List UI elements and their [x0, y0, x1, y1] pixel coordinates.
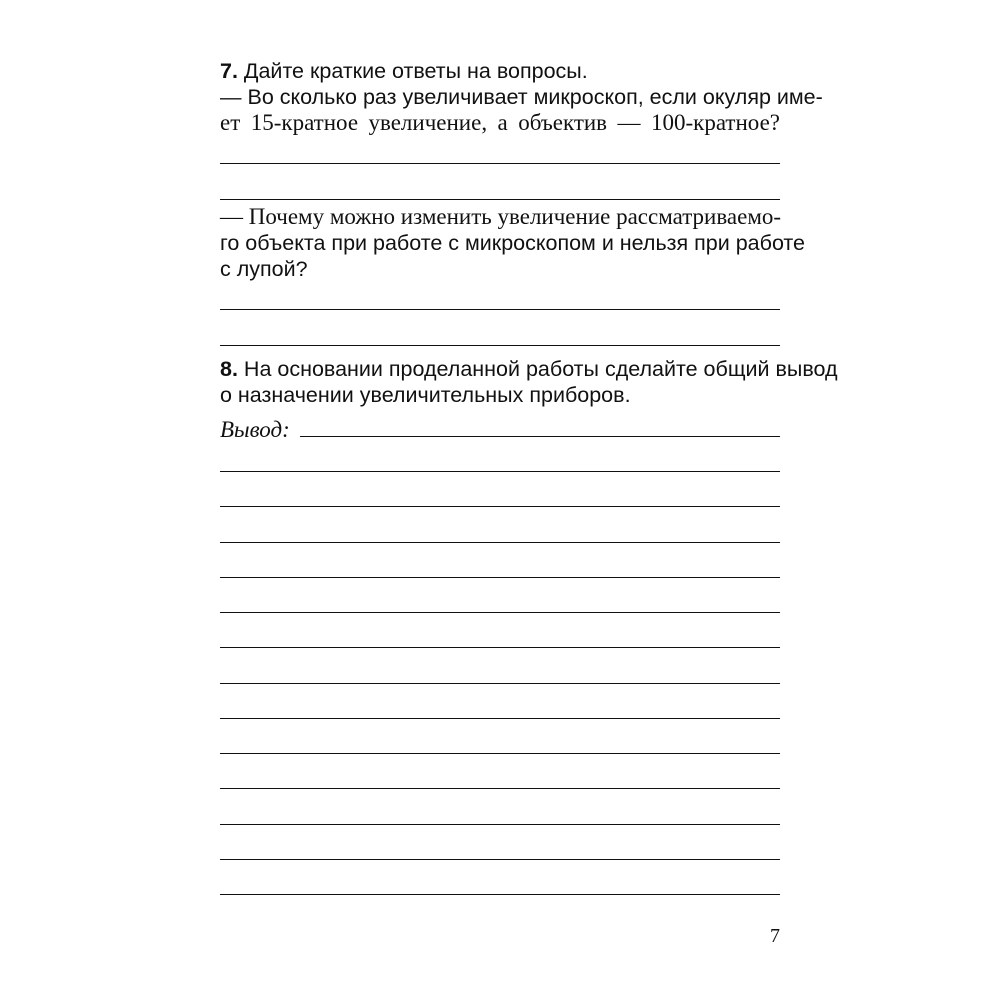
task7-heading-text: Дайте краткие ответы на вопросы.	[237, 59, 588, 83]
task7-question1-line1: — Во сколько раз увеличивает микроскоп, если окуляр име-	[220, 85, 823, 109]
answer-line[interactable]	[220, 788, 780, 789]
workbook-page	[220, 0, 838, 1000]
conclusion-label: Вывод:	[220, 417, 290, 442]
task7-question2-line3: с лупой?	[220, 257, 308, 281]
answer-line[interactable]	[220, 577, 780, 578]
task7-question2-line2: го объекта при работе с микроскопом и нельзя при работе	[220, 231, 805, 255]
answer-line[interactable]	[220, 309, 780, 310]
task8-heading-line2: о назначении увеличительных приборов.	[220, 383, 631, 407]
answer-line[interactable]	[220, 683, 780, 684]
answer-line[interactable]	[220, 163, 780, 164]
answer-line[interactable]	[220, 894, 780, 895]
answer-line[interactable]	[220, 718, 780, 719]
task8-heading-line1	[220, 356, 838, 382]
task7-question2-line1: — Почему можно изменить увеличение рассматриваемо-	[220, 204, 782, 229]
answer-line[interactable]	[220, 612, 780, 613]
answer-line[interactable]	[220, 542, 780, 543]
conclusion-answer-line[interactable]	[300, 436, 780, 437]
answer-line[interactable]	[220, 859, 780, 860]
answer-line[interactable]	[220, 647, 780, 648]
task8-heading-text: На основании проделанной работы сделайте общий вывод	[237, 357, 838, 381]
answer-line[interactable]	[220, 471, 780, 472]
page-number: 7	[770, 925, 780, 947]
task7-question1-line2: ет 15-кратное увеличение, а объектив — 100-кратное?	[220, 110, 780, 135]
answer-line[interactable]	[220, 199, 780, 200]
answer-line[interactable]	[220, 824, 780, 825]
task7-number: 7.	[220, 59, 238, 83]
answer-line[interactable]	[220, 753, 780, 754]
task7-heading	[220, 58, 780, 84]
task8-number: 8.	[220, 357, 238, 381]
answer-line[interactable]	[220, 345, 780, 346]
answer-line[interactable]	[220, 506, 780, 507]
